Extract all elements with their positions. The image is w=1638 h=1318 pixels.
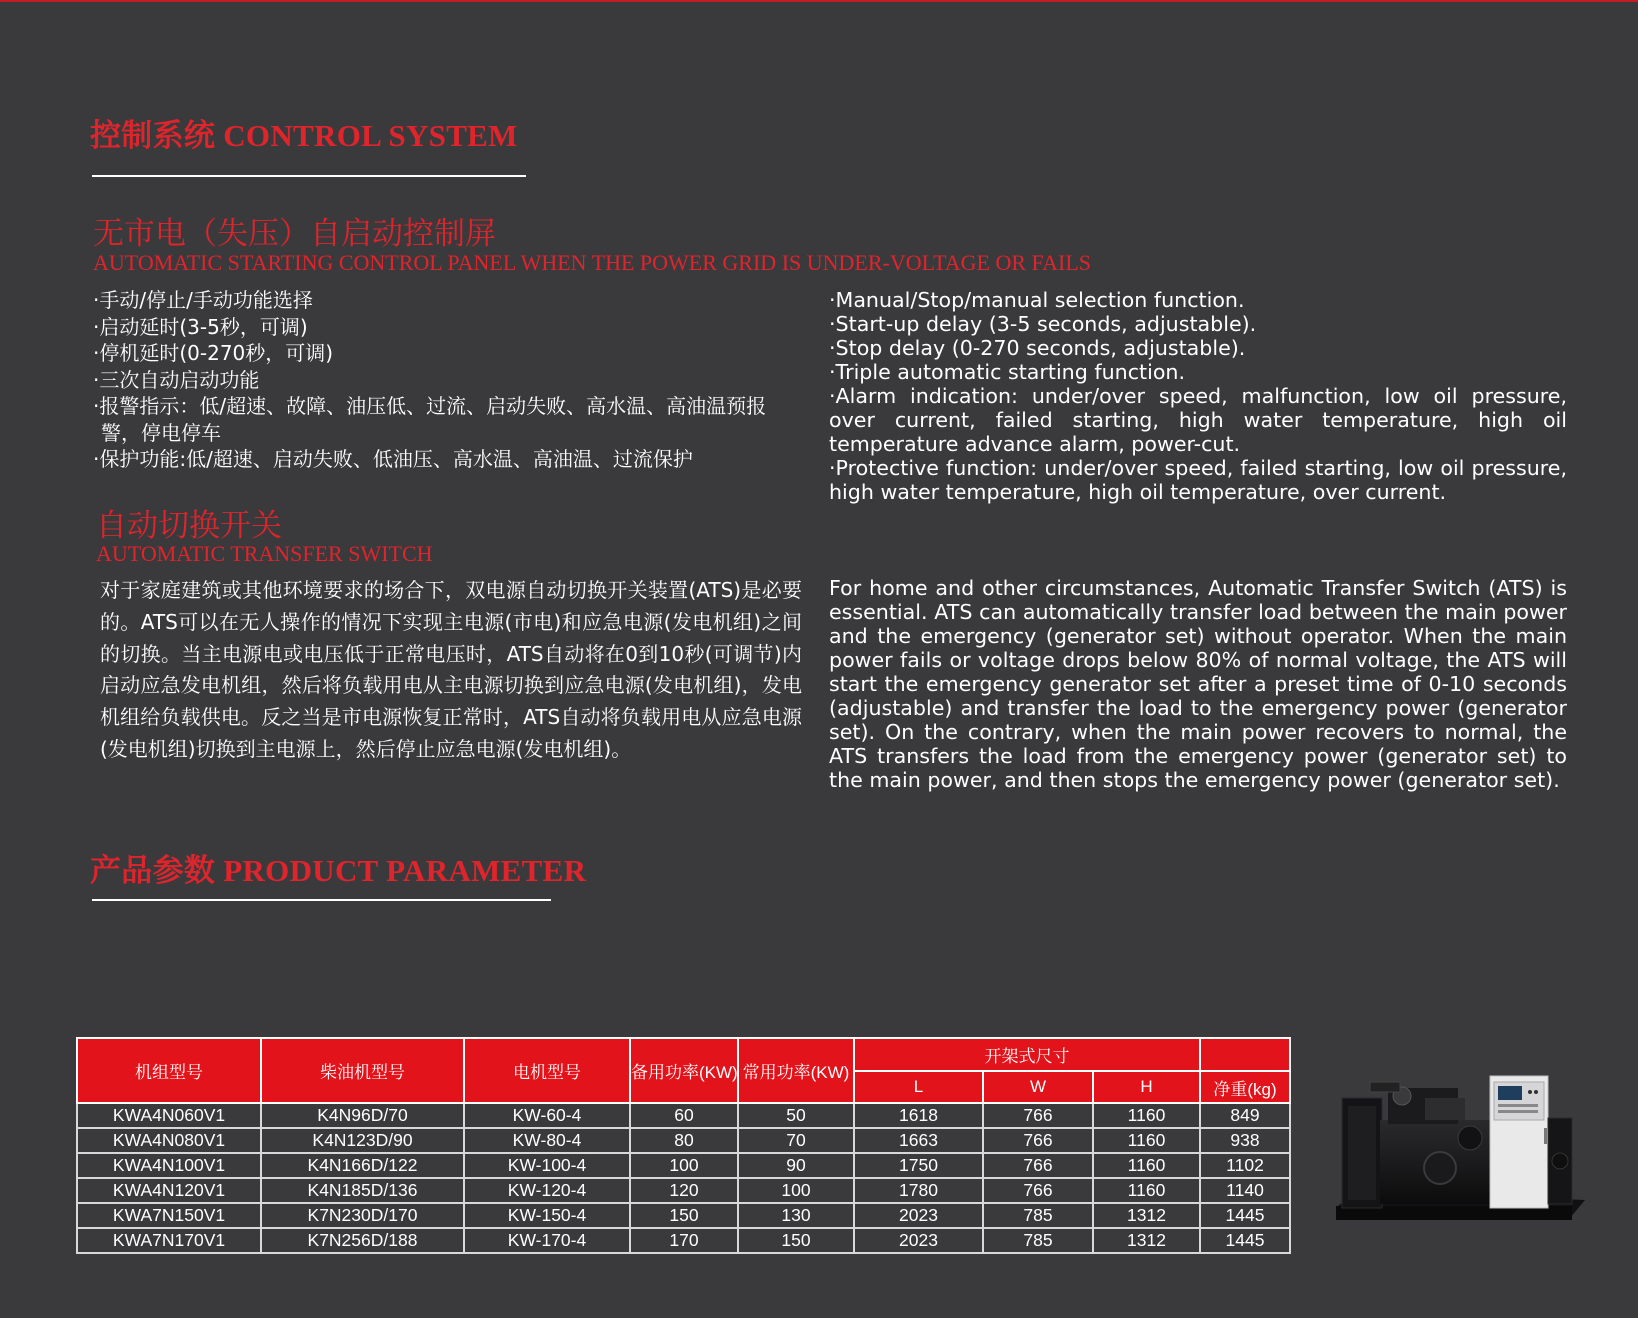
cell-alternator: KW-100-4 [464,1153,630,1178]
top-accent-line [0,0,1638,2]
header-dimensions: 开架式尺寸 [854,1038,1200,1071]
cell-weight: 1445 [1200,1228,1290,1253]
cell-standby: 100 [630,1153,738,1178]
cell-standby: 170 [630,1228,738,1253]
header-alternator: 电机型号 [464,1038,630,1103]
control-system-rule [92,175,526,177]
cell-prime: 100 [738,1178,854,1203]
cell-weight: 1102 [1200,1153,1290,1178]
header-weight: 净重(kg) [1200,1071,1290,1103]
cell-engine: K4N166D/122 [261,1153,464,1178]
cell-w: 766 [983,1128,1093,1153]
panel-features-en [829,288,1567,504]
cell-standby: 80 [630,1128,738,1153]
cell-w: 785 [983,1228,1093,1253]
cell-w: 766 [983,1178,1093,1203]
cell-l: 2023 [854,1203,983,1228]
cell-model: KWA4N100V1 [77,1153,261,1178]
cell-model: KWA4N120V1 [77,1178,261,1203]
cell-h: 1160 [1093,1178,1200,1203]
cell-h: 1160 [1093,1128,1200,1153]
cell-engine: K4N96D/70 [261,1103,464,1128]
cell-weight: 849 [1200,1103,1290,1128]
feature-cn-item: ·三次自动启动功能 [93,367,260,392]
product-parameter-rule [92,899,551,901]
cell-weight: 1445 [1200,1203,1290,1228]
cell-prime: 130 [738,1203,854,1228]
header-engine: 柴油机型号 [261,1038,464,1103]
cell-l: 1618 [854,1103,983,1128]
cell-w: 766 [983,1103,1093,1128]
header-weight-top [1200,1038,1290,1071]
cell-engine: K7N230D/170 [261,1203,464,1228]
feature-cn-item: ·启动延时(3-5秒，可调) [93,314,308,339]
feature-cn-item: ·停机延时(0-270秒，可调) [93,341,334,365]
cell-prime: 50 [738,1103,854,1128]
table-row [77,1128,1290,1153]
ats-description-cn: 对于家庭建筑或其他环境要求的场合下，双电源自动切换开关装置(ATS)是必要的。ATS可以在无人操作的情况下实现主电源(市电)和应急电源(发电机组)之间的切换。当主电源电或电压低于正常电压时，ATS自动将在0到10秒(可调节)内启动应急发电机组，然后将负载用电从主电源切换到应急电源(发电机组)，发电机组给负载供电。反之当是市电源恢复正常时，ATS自动将负载用电从应急电源(发电机组)切换到主电源上，然后停止应急电源(发电机组)。 [100,578,802,761]
cell-engine: K4N185D/136 [261,1178,464,1203]
cell-engine: K4N123D/90 [261,1128,464,1153]
cell-h: 1160 [1093,1103,1200,1128]
table-row [77,1178,1290,1203]
cell-w: 766 [983,1153,1093,1178]
cell-standby: 120 [630,1178,738,1203]
table-row [77,1153,1290,1178]
feature-en-item: ·Manual/Stop/manual selection function. [829,288,1245,312]
feature-en-item: ·Alarm indication: under/over speed, malfunction, low oil pressure, over current, failed starting, high water temperature, high oil temperature advance alarm, power-cut. [829,384,1567,456]
header-height: H [1093,1071,1200,1103]
header-model: 机组型号 [77,1038,261,1103]
cell-alternator: KW-150-4 [464,1203,630,1228]
cell-standby: 60 [630,1103,738,1128]
feature-en-item: ·Start-up delay (3-5 seconds, adjustable). [829,312,1257,336]
feature-en-item: ·Stop delay (0-270 seconds, adjustable). [829,336,1246,360]
cell-alternator: KW-80-4 [464,1128,630,1153]
cell-l: 1750 [854,1153,983,1178]
cell-alternator: KW-120-4 [464,1178,630,1203]
cell-prime: 90 [738,1153,854,1178]
product-parameter-title: 产品参数 PRODUCT PARAMETER [90,853,587,888]
cell-h: 1312 [1093,1228,1200,1253]
cell-l: 2023 [854,1228,983,1253]
cell-weight: 1140 [1200,1178,1290,1203]
panel-title-cn: 无市电（失压）自启动控制屏 [93,216,496,252]
cell-h: 1160 [1093,1153,1200,1178]
ats-title-cn: 自动切换开关 [96,508,282,544]
cell-model: KWA4N060V1 [77,1103,261,1128]
cell-standby: 150 [630,1203,738,1228]
header-length: L [854,1071,983,1103]
cell-alternator: KW-60-4 [464,1103,630,1128]
feature-en-item: ·Triple automatic starting function. [829,360,1186,384]
ats-description-en: For home and other circumstances, Automatic Transfer Switch (ATS) is essential. ATS can automatically transfer load between the main power and the emergency (generator set) without operator. When the main power fails or voltage drops below 80% of normal voltage, the ATS will start the emergency generator set after a preset time of 0-10 seconds (adjustable) and transfer the load to the emergency power (generator set). On the contrary, when the main power recovers to normal, the ATS transfers the load from the emergency power (generator set) to the main power, and then stops the emergency power (generator set). [829,576,1567,792]
cell-model: KWA7N150V1 [77,1203,261,1228]
cell-weight: 938 [1200,1128,1290,1153]
panel-title-en: AUTOMATIC STARTING CONTROL PANEL WHEN THE POWER GRID IS UNDER-VOLTAGE OR FAILS [93,250,1091,275]
panel-features-cn [93,287,803,473]
table-row [77,1203,1290,1228]
cell-engine: K7N256D/188 [261,1228,464,1253]
cell-l: 1780 [854,1178,983,1203]
control-system-title: 控制系统 CONTROL SYSTEM [90,118,518,153]
cell-prime: 150 [738,1228,854,1253]
header-standby-power: 备用功率(KW) [630,1038,738,1103]
cell-model: KWA4N080V1 [77,1128,261,1153]
cell-l: 1663 [854,1128,983,1153]
cell-w: 785 [983,1203,1093,1228]
table-row [77,1103,1290,1128]
product-parameter-table [76,1037,1291,1254]
feature-cn-item: ·保护功能:低/超速、启动失败、低油压、高水温、高油温、过流保护 [93,447,693,471]
feature-en-item: ·Protective function: under/over speed, failed starting, low oil pressure, high water temperature, high oil temperature, over current. [829,456,1567,504]
table-row [77,1228,1290,1253]
cell-prime: 70 [738,1128,854,1153]
cell-alternator: KW-170-4 [464,1228,630,1253]
feature-cn-item: ·报警指示：低/超速、故障、油压低、过流、启动失败、高水温、高油温预报警，停电停车 [93,394,767,445]
header-width: W [983,1071,1093,1103]
cell-h: 1312 [1093,1203,1200,1228]
generator-set-image [1330,1068,1590,1238]
cell-model: KWA7N170V1 [77,1228,261,1253]
feature-cn-item: ·手动/停止/手动功能选择 [93,288,313,312]
ats-title-en: AUTOMATIC TRANSFER SWITCH [96,541,433,566]
header-prime-power: 常用功率(KW) [738,1038,854,1103]
